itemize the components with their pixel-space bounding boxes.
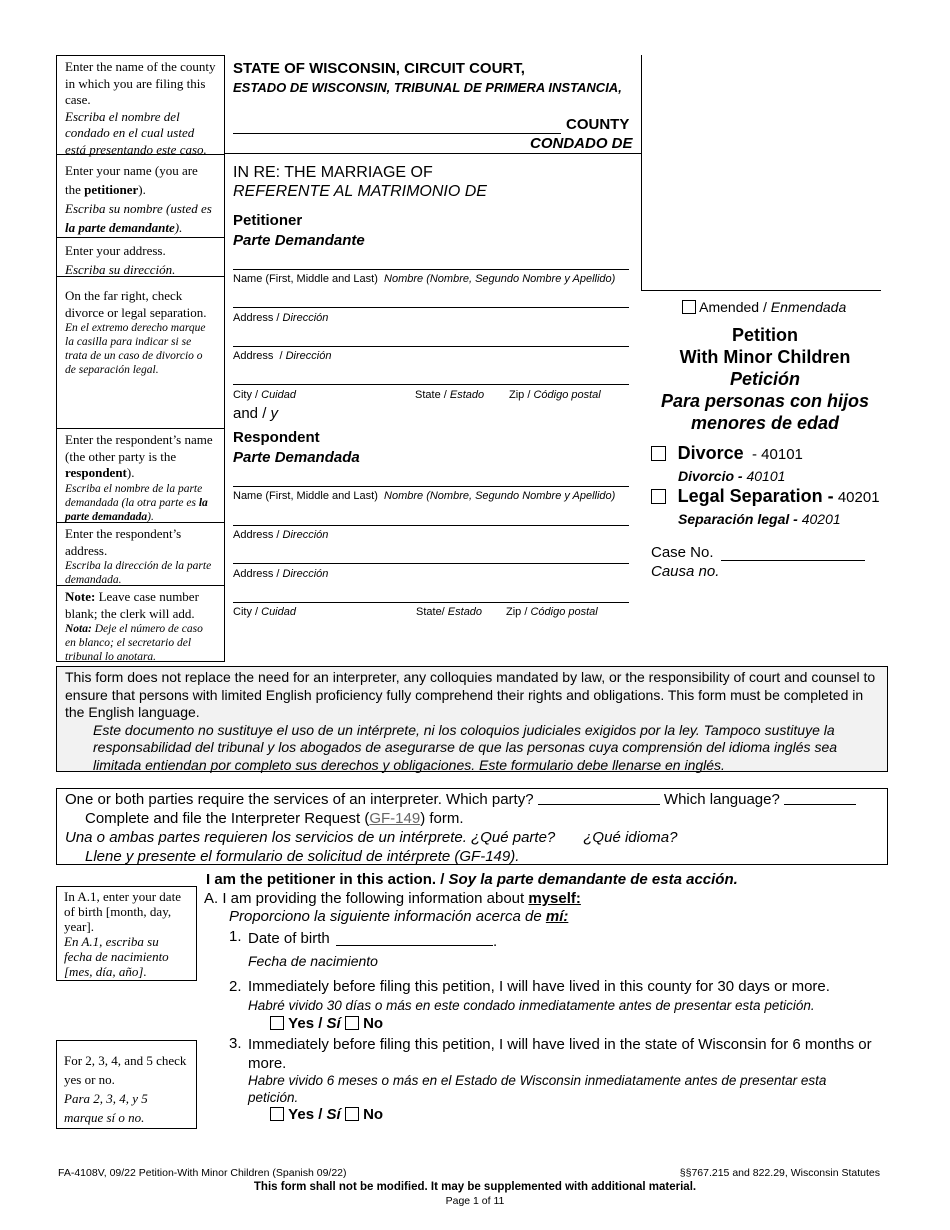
amended-checkbox-row[interactable]: Amended / Enmendada [682, 299, 846, 315]
dob-input[interactable] [336, 930, 493, 946]
respondent-city-input[interactable] [233, 602, 629, 603]
caption-marriage: IN RE: THE MARRIAGE OF REFERENTE AL MATRIMONIO DE [233, 164, 487, 200]
respondent-address-input-1[interactable] [233, 525, 629, 526]
hint-respondent-address: Enter the respondent’s address. Escriba la dirección de la parte demandada. [65, 526, 212, 586]
divorce-checkbox[interactable] [651, 446, 666, 461]
case-no-input[interactable] [721, 560, 865, 561]
petitioner-address-input-1[interactable] [233, 307, 629, 308]
hint-column [56, 55, 225, 662]
petitioner-name-input[interactable] [233, 269, 629, 270]
amended-checkbox[interactable] [682, 300, 696, 314]
statutes: §§767.215 and 822.29, Wisconsin Statutes [679, 1167, 880, 1179]
hint-far-right: On the far right, check divorce or legal separation. En el extremo derecho marque la casilla para indicar si se trata de un caso de divorcio o de separación legal. [65, 288, 207, 376]
petitioner-address-input-2[interactable] [233, 346, 629, 347]
divorce-option[interactable]: Divorce - 40101 [651, 443, 803, 464]
hint-county: Enter the name of the county in which you are filing this case. Escriba el nombre del condado en el cual usted está presentando este caso. [65, 59, 216, 157]
q3-yes-no: Yes / Sí No [270, 1106, 383, 1123]
petitioner-city-input[interactable] [233, 384, 629, 385]
section-heading: I am the petitioner in this action. / Soy la parte demandante de esta acción. [206, 871, 738, 888]
q2-yes-checkbox[interactable] [270, 1016, 284, 1030]
court-header: STATE OF WISCONSIN, CIRCUIT COURT, ESTADO DE WISCONSIN, TRIBUNAL DE PRIMERA INSTANCIA, [233, 60, 622, 95]
and-label: and / y [233, 405, 279, 422]
form-title: Petition With Minor Children Petición Para personas con hijos menores de edad [660, 325, 870, 433]
case-no-label: Case No. [651, 544, 714, 561]
interpreter-request: One or both parties require the services of an interpreter. Which party? Which language? Complete and file the Interpreter Request (GF-149) form. Una o ambas partes requieren los servicios de un intérprete. ¿Qué parte? ¿Qué idioma? Llene y presente el formulario de solicitud de intérprete (GF-149). [56, 788, 888, 865]
respondent-label: Respondent Parte Demandada [233, 429, 360, 466]
respondent-name-input[interactable] [233, 486, 629, 487]
hint-a1: In A.1, enter your date of birth [month, day, year]. En A.1, escriba su fecha de nacimiento [mes, día, año]. [56, 886, 197, 981]
q3-yes-checkbox[interactable] [270, 1107, 284, 1121]
hint-name: Enter your name (you are the petitioner). Escriba su nombre (usted es la parte demandante). [65, 163, 212, 235]
interpreter-language-input[interactable] [784, 792, 856, 805]
modification-notice: This form shall not be modified. It may be supplemented with additional material. [253, 1181, 697, 1193]
respondent-address-input-2[interactable] [233, 563, 629, 564]
hint-yes-no: For 2, 3, 4, and 5 check yes or no. Para 2, 3, 4, y 5 marque sí o no. [56, 1040, 197, 1129]
county-label-es: CONDADO DE [530, 135, 633, 152]
county-input[interactable] [233, 133, 561, 134]
gf-149-link[interactable]: GF-149 [369, 810, 421, 827]
hint-respondent-name: Enter the respondent’s name (the other party is the respondent). Escriba el nombre de la parte demandada (la otra parte es la parte demandada). [65, 432, 213, 523]
hint-address: Enter your address. Escriba su dirección. [65, 243, 176, 277]
legal-separation-option[interactable]: Legal Separation - 40201 [651, 486, 880, 507]
interpreter-notice: This form does not replace the need for an interpreter, any colloquies mandated by law, or the responsibility of court and counsel to ensure that persons with limited English proficiency fully comprehend their rights and obligations. This form must be completed in the English language. Este documento no sustituye el uso de un intérprete, ni los coloquios judiciales exigidos por la ley. Tampoco sustituye la responsabilidad del tribunal y los abogados de asegurarse de que las personas cuya comprensión del idioma inglés sea limitada entiendan por completo sus derechos y obligaciones. Este formulario debe llenarse en inglés. [56, 666, 888, 772]
case-no-label-es: Causa no. [651, 563, 720, 580]
q2-yes-no: Yes / Sí No [270, 1015, 383, 1032]
page-number: Page 1 of 11 [445, 1195, 505, 1207]
section-a-intro: A. I am providing the following information about myself: [204, 890, 581, 907]
hint-note: Note: Leave case number blank; the clerk will add. Nota: Deje el número de caso en blanco; el secretario del tribunal lo anotara. [65, 589, 203, 663]
dob-label: Date of birth [248, 930, 330, 947]
county-label: COUNTY [566, 116, 630, 133]
q3-no-checkbox[interactable] [345, 1107, 359, 1121]
form-id: FA-4108V, 09/22 Petition-With Minor Children (Spanish 09/22) [58, 1167, 347, 1179]
q2-no-checkbox[interactable] [345, 1016, 359, 1030]
legal-separation-checkbox[interactable] [651, 489, 666, 504]
petitioner-label: Petitioner Parte Demandante [233, 212, 365, 249]
interpreter-party-input[interactable] [538, 792, 660, 805]
